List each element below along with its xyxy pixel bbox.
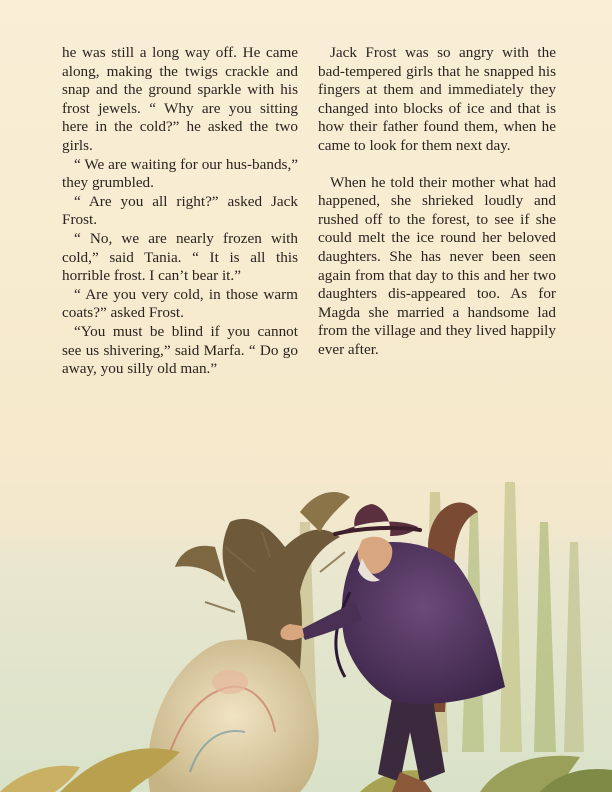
left-text-column (62, 44, 298, 379)
forest-illustration (0, 452, 612, 792)
paragraph: he was still a long way off. He came along, making the twigs crackle and snap and the ground sparkle with his frost jewels. “ Why are you sitting here in the cold?” he asked the two girls. (62, 44, 298, 154)
paragraph: Jack Frost was so angry with the bad-tempered girls that he snapped his fingers at them and immediately they changed into blocks of ice and that is how their father found them, when he came to look for them next day. (318, 44, 556, 154)
paragraph: “ No, we are nearly frozen with cold,” said Tania. “ It is all this horrible frost. I can’t bear it.” (62, 229, 298, 285)
paragraph: “You must be blind if you cannot see us shivering,” said Marfa. “ Do go away, you silly old man.” (62, 322, 298, 378)
paragraph: “ Are you very cold, in those warm coats?” asked Frost. (62, 285, 298, 322)
right-text-column (318, 44, 556, 360)
paragraph: “ We are waiting for our hus-bands,” they grumbled. (62, 155, 298, 192)
paragraph: “ Are you all right?” asked Jack Frost. (62, 192, 298, 229)
paragraph: When he told their mother what had happened, she shrieked loudly and rushed off to the forest, to see if she could melt the ice round her beloved daughters. She has never been seen again from that day to this and her two daughters dis-appeared too. As for Magda she married a handsome lad from the village and they lived happily ever after. (318, 173, 556, 358)
